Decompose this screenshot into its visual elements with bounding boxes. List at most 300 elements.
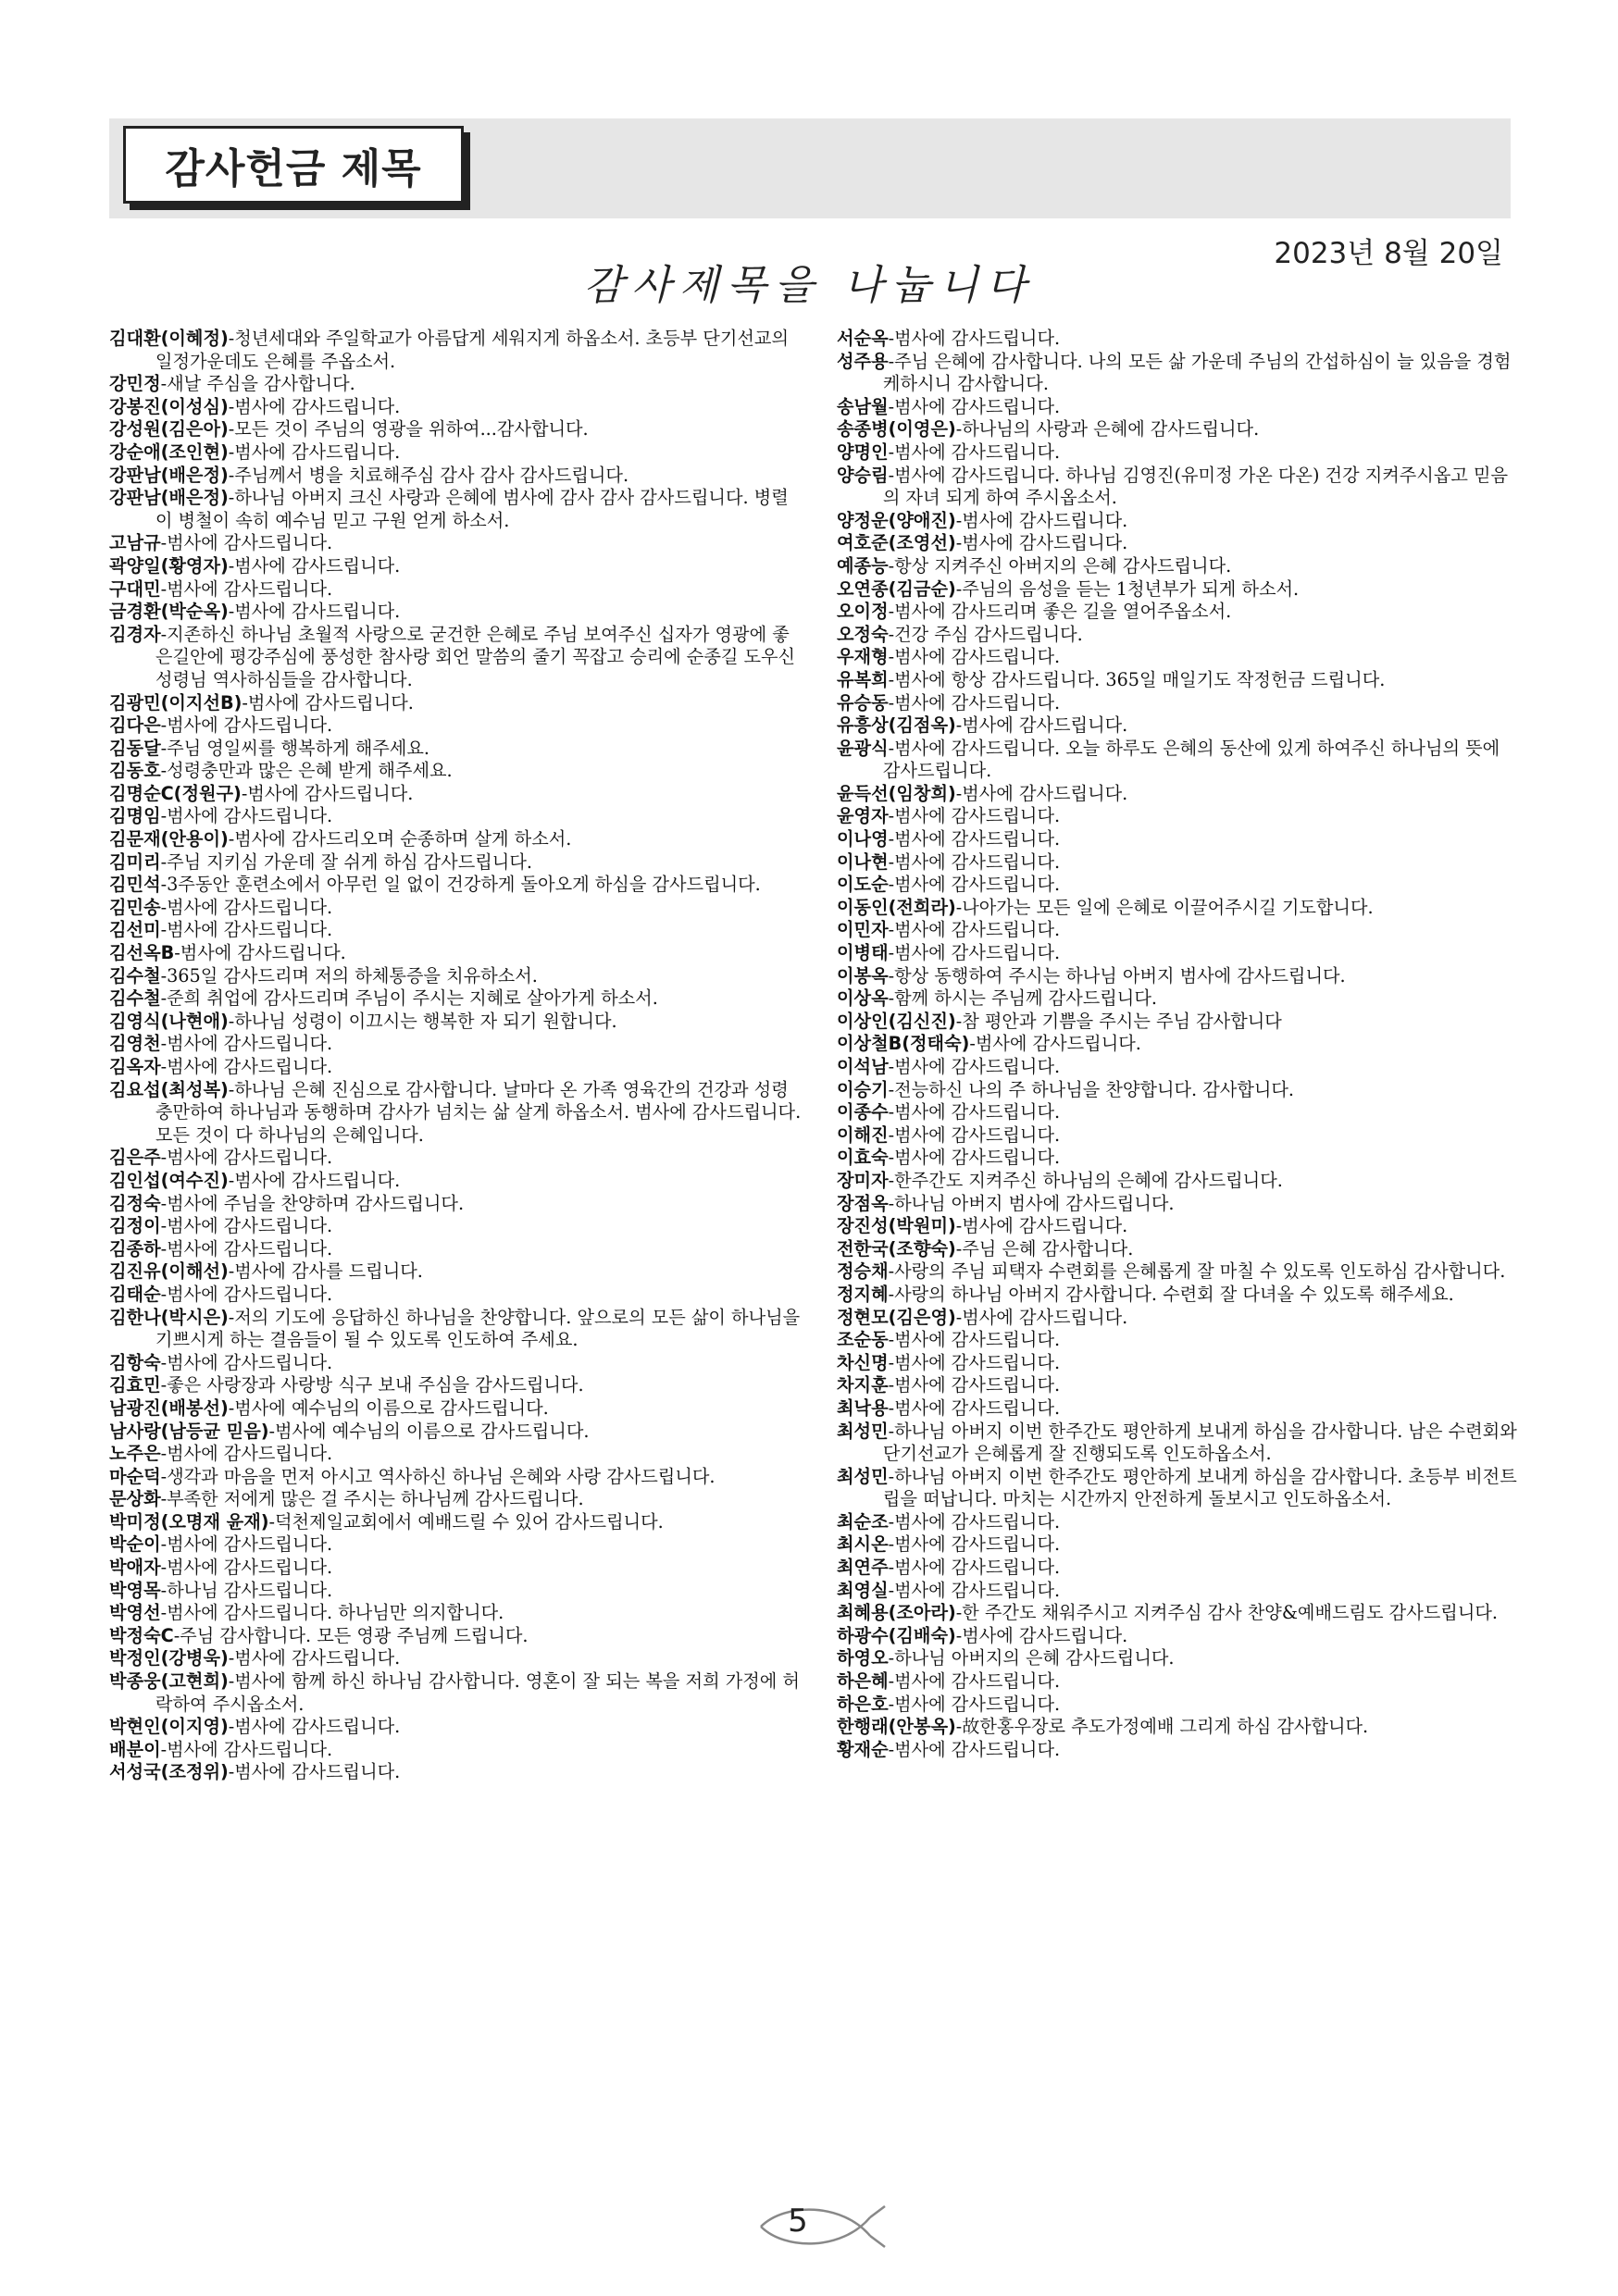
right-column (837, 328, 1518, 1761)
donor-name: 송남월 (837, 395, 889, 417)
list-item (837, 692, 1518, 715)
list-item (837, 396, 1518, 419)
list-item (837, 1056, 1518, 1079)
list-item (109, 1352, 805, 1375)
thanksgiving-text: -주님 감사합니다. 모든 영광 주님께 드립니다. (173, 1624, 529, 1646)
donor-name: 유복희 (837, 668, 889, 690)
donor-name: 오정숙 (837, 623, 889, 645)
list-item (837, 1374, 1518, 1397)
list-item (109, 987, 805, 1011)
thanksgiving-text: -사랑의 하나님 아버지 감사합니다. 수련회 잘 다녀올 수 있도록 해주세요. (888, 1283, 1454, 1305)
thanksgiving-text: -덕천제일교회에서 예배드릴 수 있어 감사드립니다. (268, 1510, 664, 1533)
donor-name: 김영식(나현애) (109, 1010, 229, 1032)
list-item (109, 1466, 805, 1489)
list-item (109, 1670, 805, 1716)
list-item (837, 465, 1518, 510)
donor-name: 이상인(김신진) (837, 1010, 956, 1032)
list-item (109, 396, 805, 419)
donor-name: 최낙용 (837, 1396, 889, 1419)
list-item (837, 624, 1518, 647)
thanksgiving-text: -범사에 감사드립니다. (888, 1123, 1061, 1146)
thanksgiving-text: -범사에 감사드립니다. (888, 691, 1061, 714)
donor-name: 양정운(양애진) (837, 509, 956, 531)
donor-name: 이효숙 (837, 1147, 889, 1169)
list-item (109, 760, 805, 783)
donor-name: 박종웅(고현희) (109, 1670, 229, 1693)
thanksgiving-text: -범사에 감사드립니다. (174, 942, 346, 964)
list-item (109, 373, 805, 396)
list-item (837, 328, 1518, 351)
list-item (837, 1602, 1518, 1625)
list-item (109, 328, 805, 373)
thanksgiving-text: -범사에 감사드립니다. (888, 1738, 1061, 1760)
donor-name: 김경자 (109, 623, 161, 645)
thanksgiving-text: -범사에 감사드립니다. (955, 714, 1128, 737)
thanksgiving-text: -범사에 감사드립니다. (160, 1443, 333, 1465)
donor-name: 윤영자 (837, 805, 889, 827)
donor-name: 조순동 (837, 1329, 889, 1351)
thanksgiving-text: -범사에 감사드립니다. (888, 828, 1061, 850)
list-item (109, 828, 805, 851)
list-item (837, 510, 1518, 533)
list-item (109, 1511, 805, 1534)
donor-name: 서순옥 (837, 328, 889, 349)
thanksgiving-text: -범사에 감사드립니다. (160, 1557, 333, 1579)
list-item (109, 1147, 805, 1170)
donor-name: 최영실 (837, 1579, 889, 1601)
thanksgiving-text: -범사에 예수님의 이름으로 감사드립니다. (228, 1396, 549, 1419)
bulletin-date: 2023년 8월 20일 (1274, 237, 1503, 270)
list-item (837, 669, 1518, 692)
list-item (109, 555, 805, 578)
donor-name: 강성원(김은아) (109, 418, 229, 441)
donor-name: 김광민(이지선B) (109, 691, 243, 714)
thanksgiving-text: -하나님 감사드립니다. (160, 1579, 333, 1601)
donor-name: 최성민 (837, 1465, 889, 1487)
list-item (109, 465, 805, 488)
thanksgiving-text: -범사에 감사드립니다. (888, 1351, 1061, 1373)
donor-name: 박정인(강병욱) (109, 1647, 229, 1669)
list-item (837, 1716, 1518, 1739)
donor-name: 장점옥 (837, 1192, 889, 1214)
donor-name: 김정이 (109, 1215, 161, 1237)
thanksgiving-text: -범사에 감사드립니다. (160, 919, 333, 941)
list-item (837, 783, 1518, 806)
list-item (837, 1580, 1518, 1603)
thanksgiving-text: -범사에 감사드립니다. (160, 1215, 333, 1237)
list-item (109, 1761, 805, 1784)
thanksgiving-text: -하나님 은혜 진심으로 감사합니다. 날마다 온 가족 영육간의 건강과 성령충만하여 하나님과 동행하며 감사가 넘치는 삶 살게 하옵소서. 범사에 감사드립니다. 모든 것이 다 하나님의 은혜입니다. (155, 1078, 802, 1146)
list-item (837, 1170, 1518, 1193)
donor-name: 양명인 (837, 441, 889, 463)
donor-name: 이동인(전희라) (837, 896, 956, 918)
list-item (837, 1193, 1518, 1216)
list-item (837, 805, 1518, 828)
donor-name: 김선옥B (109, 942, 175, 964)
donor-name: 박영목 (109, 1579, 161, 1601)
donor-name: 성주용 (837, 350, 889, 372)
page-title: 감사헌금 제목 (123, 126, 464, 204)
list-item (837, 1557, 1518, 1580)
thanksgiving-text: -주님께서 병을 치료해주심 감사 감사 감사드립니다. (228, 464, 629, 486)
thanksgiving-text: -범사에 감사드립니다. (888, 1693, 1061, 1715)
list-item (837, 919, 1518, 942)
list-item (837, 738, 1518, 783)
thanksgiving-text: -범사에 감사드립니다. (888, 850, 1061, 873)
donor-name: 김민송 (109, 896, 161, 918)
donor-name: 고남규 (109, 532, 161, 554)
thanksgiving-text: -전능하신 나의 주 하나님을 찬양합니다. 감사합니다. (888, 1078, 1295, 1100)
list-item (109, 851, 805, 875)
donor-name: 김종하 (109, 1237, 161, 1260)
thanksgiving-text: -범사에 감사드립니다. (228, 1169, 401, 1191)
list-item (109, 1170, 805, 1193)
thanksgiving-text: -하나님 아버지 이번 한주간도 평안하게 보내게 하심을 감사합니다. 초등부 비전트립을 떠납니다. 마치는 시간까지 안전하게 돌보시고 인도하옵소서. (882, 1465, 1517, 1510)
donor-name: 이상철B(정태숙) (837, 1033, 970, 1055)
donor-name: 김수철 (109, 964, 161, 987)
thanksgiving-text: -범사에 감사드립니다. (888, 919, 1061, 941)
donor-name: 송종병(이영은) (837, 418, 956, 441)
donor-name: 금경환(박순옥) (109, 601, 229, 623)
donor-name: 김태순 (109, 1283, 161, 1305)
thanksgiving-text: -건강 주심 감사드립니다. (888, 623, 1083, 645)
donor-name: 김동달 (109, 737, 161, 759)
list-item (109, 487, 805, 532)
donor-name: 양승림 (837, 464, 889, 486)
thanksgiving-text: -성령충만과 많은 은혜 받게 해주세요. (160, 760, 453, 782)
list-item (837, 1284, 1518, 1307)
list-item (837, 1124, 1518, 1148)
donor-name: 최시온 (837, 1533, 889, 1556)
list-item (837, 441, 1518, 465)
list-item (837, 897, 1518, 920)
list-item (837, 1307, 1518, 1330)
thanksgiving-text: -범사에 감사드립니다. (888, 395, 1061, 417)
thanksgiving-text: -범사에 감사드립니다. (888, 441, 1061, 463)
thanksgiving-text: -범사에 감사드립니다. (969, 1033, 1141, 1055)
thanksgiving-text: -주님 은혜에 감사합니다. 나의 모든 삶 가운데 주님의 간섭하심이 늘 있음을 경험케하시니 감사합니다. (882, 350, 1512, 395)
donor-name: 김요섭(최성복) (109, 1078, 229, 1100)
thanksgiving-text: -항상 동행하여 주시는 하나님 아버지 범사에 감사드립니다. (888, 964, 1346, 987)
thanksgiving-text: -범사에 감사드립니다. 하나님만 의지합니다. (160, 1602, 504, 1624)
thanksgiving-text: -3주동안 훈련소에서 아무런 일 없이 건강하게 돌아오게 하심을 감사드립니다. (160, 874, 761, 896)
thanksgiving-text: -범사에 감사드립니다. (228, 1716, 401, 1738)
list-item (837, 1352, 1518, 1375)
donor-name: 하광수(김배숙) (837, 1624, 956, 1646)
thanksgiving-text: -범사에 감사드립니다. (888, 805, 1061, 827)
thanksgiving-text: -주님 영일씨를 행복하게 해주세요. (160, 737, 429, 759)
donor-name: 최혜용(조아라) (837, 1602, 956, 1624)
thanksgiving-text: -범사에 감사드립니다. (888, 1579, 1061, 1601)
thanksgiving-text: -범사에 감사드립니다. (160, 1237, 333, 1260)
list-item (837, 1033, 1518, 1056)
donor-name: 장진성(박원미) (837, 1215, 956, 1237)
thanksgiving-text: -범사에 감사드립니다. (160, 1056, 333, 1077)
donor-name: 이나영 (837, 828, 889, 850)
donor-name: 남광진(배봉선) (109, 1396, 229, 1419)
thanksgiving-text: -범사에 함께 하신 하나님 감사합니다. 영혼이 잘 되는 복을 저희 가정에 허락하여 주시옵소서. (155, 1670, 800, 1715)
list-item (109, 1284, 805, 1307)
list-item (837, 1397, 1518, 1421)
list-item (109, 441, 805, 465)
thanksgiving-text: -범사에 감사드립니다. (160, 1283, 333, 1305)
thanksgiving-text: -범사에 감사드립니다. (888, 1670, 1061, 1693)
thanksgiving-text: -범사에 감사드립니다. (160, 1533, 333, 1556)
thanksgiving-text: -함께 하시는 주님께 감사드립니다. (888, 987, 1157, 1010)
thanksgiving-text: -주님 지키심 가운데 잘 쉬게 하심 감사드립니다. (160, 850, 532, 873)
list-item (109, 805, 805, 828)
list-item (109, 1443, 805, 1466)
list-item (837, 1739, 1518, 1762)
thanksgiving-text: -범사에 감사드립니다. (888, 1374, 1061, 1396)
list-item (837, 851, 1518, 875)
thanksgiving-text: -범사에 감사드립니다. (888, 1056, 1061, 1077)
thanksgiving-text: -범사에 감사드리오며 순종하며 살게 하소서. (228, 828, 572, 850)
donor-name: 배분이 (109, 1738, 161, 1760)
donor-name: 오이정 (837, 601, 889, 623)
section-subtitle: 감사제목을 나눕니다 (583, 262, 1035, 309)
donor-name: 이민자 (837, 919, 889, 941)
donor-name: 하은혜 (837, 1670, 889, 1693)
donor-name: 이봉옥 (837, 964, 889, 987)
thanksgiving-text: -범사에 감사드립니다. (228, 1647, 401, 1669)
thanksgiving-text: -주님의 음성을 듣는 1청년부가 되게 하소서. (955, 577, 1300, 600)
thanksgiving-text: -범사에 감사드립니다. (160, 1033, 333, 1055)
donor-name: 박정숙C (109, 1624, 174, 1646)
donor-name: 김영천 (109, 1033, 161, 1055)
list-item (837, 1329, 1518, 1352)
list-item (837, 1533, 1518, 1557)
donor-name: 박영선 (109, 1602, 161, 1624)
thanksgiving-text: -범사에 감사드립니다. (888, 646, 1061, 668)
list-item (837, 351, 1518, 396)
thanksgiving-text: -항상 지켜주신 아버지의 은혜 감사드립니다. (888, 554, 1232, 577)
thanksgiving-text: -생각과 마음을 먼저 아시고 역사하신 하나님 은혜와 사랑 감사드립니다. (160, 1465, 716, 1487)
thanksgiving-text: -범사에 예수님의 이름으로 감사드립니다. (268, 1420, 590, 1442)
thanksgiving-text: -한주간도 지켜주신 하나님의 은혜에 감사드립니다. (888, 1169, 1283, 1191)
thanksgiving-text: -범사에 감사드립니다. (888, 1510, 1061, 1533)
donor-name: 윤득선(임창희) (837, 782, 956, 804)
list-item (109, 1215, 805, 1238)
list-item (837, 578, 1518, 602)
thanksgiving-text: -하나님 아버지 이번 한주간도 평안하게 보내게 하심을 감사합니다. 남은 수련회와 단기선교가 은혜롭게 잘 진행되도록 인도하옵소서. (882, 1420, 1517, 1465)
donor-name: 박애자 (109, 1557, 161, 1579)
donor-name: 이도순 (837, 874, 889, 896)
donor-name: 김민석 (109, 874, 161, 896)
donor-name: 김은주 (109, 1147, 161, 1169)
thanksgiving-text: -범사에 감사드립니다. (228, 1761, 401, 1783)
donor-name: 노주은 (109, 1443, 161, 1465)
list-item (109, 1557, 805, 1580)
donor-name: 김선미 (109, 919, 161, 941)
list-item (109, 1079, 805, 1148)
thanksgiving-text: -범사에 감사드립니다. (888, 1533, 1061, 1556)
list-item (109, 919, 805, 942)
donor-name: 구대민 (109, 577, 161, 600)
donor-name: 서성국(조정위) (109, 1761, 229, 1783)
list-item (837, 1011, 1518, 1034)
donor-name: 장미자 (837, 1169, 889, 1191)
list-item (109, 738, 805, 761)
list-item (109, 1193, 805, 1216)
donor-name: 김문재(안용이) (109, 828, 229, 850)
thanksgiving-text: -부족한 저에게 많은 걸 주시는 하나님께 감사드립니다. (160, 1488, 584, 1510)
donor-name: 강판남(배은정) (109, 464, 229, 486)
donor-name: 김항숙 (109, 1351, 161, 1373)
list-item (837, 646, 1518, 669)
donor-name: 하은호 (837, 1693, 889, 1715)
donor-name: 유흥상(김점옥) (837, 714, 956, 737)
list-item (109, 624, 805, 692)
thanksgiving-text: -범사에 감사드리며 좋은 길을 열어주옵소서. (888, 601, 1232, 623)
thanksgiving-text: -준희 취업에 감사드리며 주님이 주시는 지혜로 살아가게 하소서. (160, 987, 658, 1010)
thanksgiving-text: -범사에 주님을 찬양하며 감사드립니다. (160, 1192, 465, 1214)
list-item (109, 532, 805, 555)
thanksgiving-text: -하나님 아버지 크신 사랑과 은혜에 범사에 감사 감사 감사드립니다. 병렬이 병철이 속히 예수님 믿고 구원 얻게 하소서. (155, 487, 789, 531)
list-item (837, 555, 1518, 578)
thanksgiving-text: -범사에 감사드립니다. (888, 874, 1061, 896)
list-item (109, 578, 805, 602)
list-item (109, 942, 805, 965)
list-item (837, 1670, 1518, 1694)
list-item (109, 1033, 805, 1056)
donor-name: 최연주 (837, 1557, 889, 1579)
donor-name: 이병태 (837, 942, 889, 964)
list-item (109, 1739, 805, 1762)
thanksgiving-text: -범사에 감사드립니다. (955, 509, 1128, 531)
donor-name: 전한국(조향숙) (837, 1237, 956, 1260)
donor-name: 곽양일(황영자) (109, 554, 229, 577)
donor-name: 강순애(조인현) (109, 441, 229, 463)
donor-name: 차지훈 (837, 1374, 889, 1396)
list-item (837, 1215, 1518, 1238)
donor-name: 오연종(김금순) (837, 577, 956, 600)
page-number: 5 (788, 2203, 808, 2240)
list-item (837, 418, 1518, 441)
list-item (109, 1238, 805, 1261)
donor-name: 윤광식 (837, 737, 889, 759)
list-item (837, 1421, 1518, 1466)
list-item (109, 1602, 805, 1625)
thanksgiving-text: -범사에 감사드립니다. (160, 1147, 333, 1169)
list-item (837, 1625, 1518, 1648)
list-item (109, 1011, 805, 1034)
thanksgiving-text: -범사에 감사드립니다. (241, 782, 414, 804)
thanksgiving-text: -범사에 감사드립니다. (160, 532, 333, 554)
donor-name: 김정숙 (109, 1192, 161, 1214)
donor-name: 차신명 (837, 1351, 889, 1373)
list-item (837, 1260, 1518, 1284)
list-item (837, 601, 1518, 624)
donor-name: 마순덕 (109, 1465, 161, 1487)
donor-name: 이석남 (837, 1056, 889, 1077)
fish-icon (757, 2201, 887, 2253)
donor-name: 김인섭(여수진) (109, 1169, 229, 1191)
thanksgiving-text: -범사에 감사드립니다. (160, 714, 333, 737)
thanksgiving-text: -범사에 감사드립니다. (160, 896, 333, 918)
donor-name: 김진유(이해선) (109, 1260, 229, 1283)
list-item (837, 987, 1518, 1011)
thanksgiving-text: -참 평안과 기쁨을 주시는 주님 감사합니다 (955, 1010, 1282, 1032)
donor-name: 김명순C(정원구) (109, 782, 242, 804)
list-item (109, 1397, 805, 1421)
thanksgiving-text: -새날 주심을 감사합니다. (160, 373, 355, 395)
donor-name: 박현인(이지영) (109, 1716, 229, 1738)
list-item (837, 1694, 1518, 1717)
thanksgiving-text: -범사에 감사드립니다. (955, 1215, 1128, 1237)
donor-name: 여호준(조영선) (837, 532, 956, 554)
thanksgiving-text: -범사에 감사드립니다. (955, 1306, 1128, 1328)
list-item (837, 532, 1518, 555)
list-item (109, 1647, 805, 1670)
donor-name: 정지혜 (837, 1283, 889, 1305)
thanksgiving-text: -범사에 감사드립니다. (160, 1351, 333, 1373)
donor-name: 이해진 (837, 1123, 889, 1146)
thanksgiving-text: -지존하신 하나님 초월적 사랑으로 굳건한 은혜로 주님 보여주신 십자가 영광에 좋은길안에 평강주심에 풍성한 참사랑 회언 말씀의 줄기 꼭잡고 승리에 순종길 도우신 성령님 역사하심들을 감사합니다. (155, 623, 796, 690)
donor-name: 박미정(오명재 윤재) (109, 1510, 269, 1533)
thanksgiving-text: -하나님 성령이 이끄시는 행복한 자 되기 원합니다. (228, 1010, 617, 1032)
list-item (109, 965, 805, 988)
thanksgiving-text: -범사에 감사드립니다. (228, 554, 401, 577)
thanksgiving-text: -범사에 감사드립니다. (160, 577, 333, 600)
thanksgiving-text: -범사에 감사드립니다. (955, 532, 1128, 554)
thanksgiving-text: -범사에 감사드립니다. (888, 1101, 1061, 1123)
list-item (109, 783, 805, 806)
list-item (109, 692, 805, 715)
donor-name: 김옥자 (109, 1056, 161, 1077)
donor-name: 하영오 (837, 1647, 889, 1669)
donor-name: 최성민 (837, 1420, 889, 1442)
thanksgiving-text: -범사에 감사드립니다. (888, 1329, 1061, 1351)
thanksgiving-text: -범사에 감사를 드립니다. (228, 1260, 423, 1283)
thanksgiving-text: -365일 감사드리며 저의 하체통증을 치유하소서. (160, 964, 538, 987)
list-item (837, 1079, 1518, 1102)
list-item (109, 418, 805, 441)
donor-name: 유승동 (837, 691, 889, 714)
donor-name: 강판남(배은정) (109, 487, 229, 509)
thanksgiving-text: -범사에 감사드립니다. (228, 441, 401, 463)
list-item (837, 714, 1518, 738)
list-item (109, 601, 805, 624)
thanksgiving-text: -나아가는 모든 일에 은혜로 이끌어주시길 기도합니다. (955, 896, 1374, 918)
thanksgiving-text: -모든 것이 주님의 영광을 위하여...감사합니다. (228, 418, 589, 441)
donor-name: 강봉진(이성심) (109, 395, 229, 417)
list-item (109, 874, 805, 897)
list-item (109, 1421, 805, 1444)
list-item (837, 1101, 1518, 1124)
list-item (837, 828, 1518, 851)
list-item (837, 942, 1518, 965)
list-item (109, 1260, 805, 1284)
donor-name: 예종능 (837, 554, 889, 577)
thanksgiving-text: -범사에 감사드립니다. (955, 1624, 1128, 1646)
list-item (837, 965, 1518, 988)
thanksgiving-text: -한 주간도 채워주시고 지켜주심 감사 찬양&예배드림도 감사드립니다. (955, 1602, 1498, 1624)
thanksgiving-text: -故한홍우장로 추도가정예배 그리게 하심 감사합니다. (955, 1716, 1369, 1738)
donor-name: 문상화 (109, 1488, 161, 1510)
thanksgiving-text: -범사에 감사드립니다. (888, 1147, 1061, 1169)
thanksgiving-text: -범사에 감사드립니다. (228, 395, 401, 417)
donor-name: 김미리 (109, 850, 161, 873)
donor-name: 이종수 (837, 1101, 889, 1123)
donor-name: 김명임 (109, 805, 161, 827)
thanksgiving-text: -범사에 감사드립니다. (888, 1557, 1061, 1579)
donor-name: 김한나(박시은) (109, 1306, 229, 1328)
donor-name: 김대환(이혜정) (109, 328, 229, 349)
list-item (109, 1307, 805, 1352)
thanksgiving-text: -범사에 감사드립니다. (228, 601, 401, 623)
donor-name: 김다은 (109, 714, 161, 737)
